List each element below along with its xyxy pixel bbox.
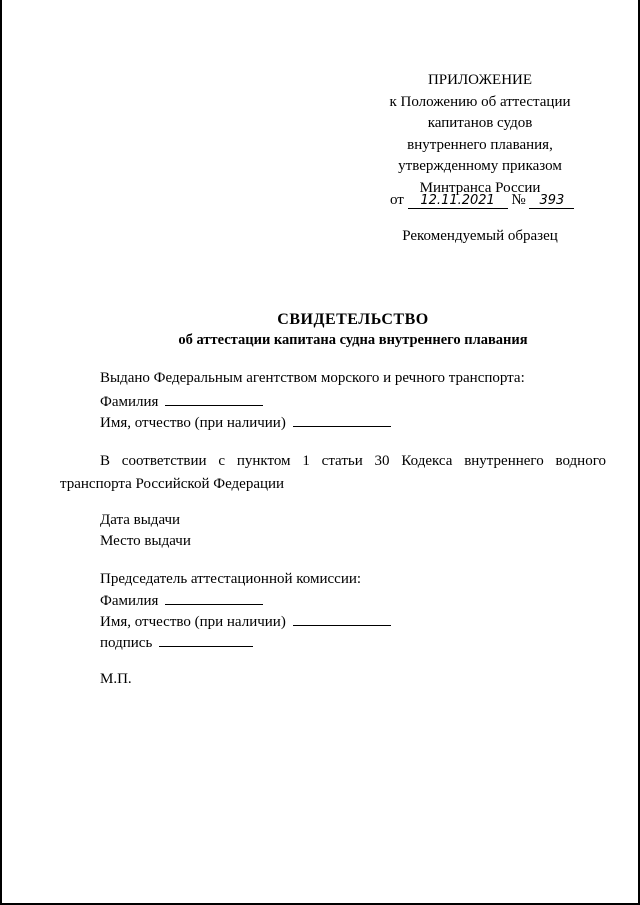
- issued-surname-blank: [165, 393, 263, 406]
- appendix-line-2: капитанов судов: [427, 115, 533, 132]
- basis-paragraph: В соответствии с пунктом 1 статьи 30 Кодекса внутреннего водного транспорта Российской Федерации: [60, 453, 606, 492]
- chairman-name-row: [100, 613, 391, 631]
- chairman-signature-row: [100, 634, 253, 652]
- issued-name-blank: [293, 414, 391, 427]
- seal-place-label: М.П.: [100, 671, 132, 687]
- issued-surname-label: Фамилия: [100, 394, 159, 410]
- order-number: 393: [529, 193, 574, 209]
- appendix-title: ПРИЛОЖЕНИЕ: [427, 72, 533, 88]
- appendix-line-1: к Положению об аттестации: [389, 93, 571, 110]
- chairman-surname-blank: [165, 592, 263, 605]
- order-date: 12.11.2021: [408, 193, 508, 209]
- appendix-line-3: внутреннего плавания,: [407, 136, 553, 153]
- page-edge-left: [0, 0, 2, 905]
- issue-place-label: Место выдачи: [100, 533, 191, 549]
- chairman-name-blank: [293, 613, 391, 626]
- appendix-line-5: Минтранса России: [419, 179, 541, 196]
- issued-name-row: [100, 414, 391, 432]
- issued-by-line: Выдано Федеральным агентством морского и речного транспорта:: [100, 370, 525, 386]
- chairman-surname-row: [100, 592, 263, 610]
- order-number-label: №: [511, 192, 526, 208]
- chairman-heading: Председатель аттестационной комиссии:: [100, 571, 362, 587]
- appendix-line-4: утвержденному приказом: [398, 158, 562, 175]
- order-reference: [390, 190, 590, 212]
- order-from-label: от: [390, 192, 404, 208]
- recommended-sample-label: Рекомендуемый образец: [402, 228, 558, 244]
- issued-name-label: Имя, отчество (при наличии): [100, 415, 286, 431]
- issued-surname-row: [100, 393, 263, 411]
- document-title: СВИДЕТЕЛЬСТВО: [277, 311, 429, 328]
- chairman-name-label: Имя, отчество (при наличии): [100, 614, 286, 630]
- chairman-signature-blank: [159, 634, 253, 647]
- issue-date-label: Дата выдачи: [100, 512, 181, 528]
- chairman-surname-label: Фамилия: [100, 593, 159, 609]
- document-subtitle: об аттестации капитана судна внутреннего плавания: [178, 332, 528, 348]
- appendix-header: [370, 70, 590, 200]
- chairman-signature-label: подпись: [100, 635, 153, 651]
